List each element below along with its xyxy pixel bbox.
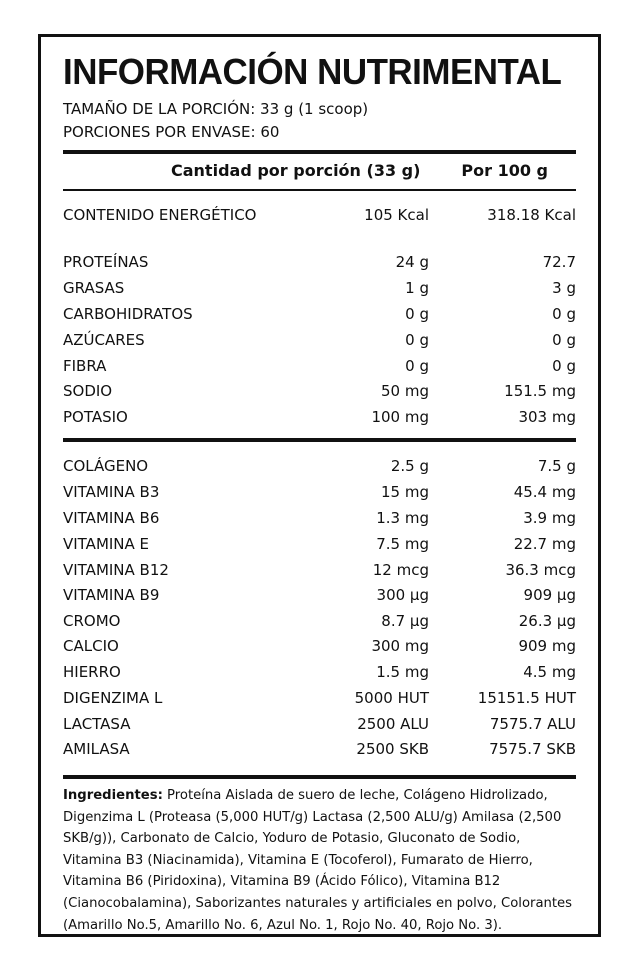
table-row [63, 561, 576, 585]
table-row [63, 305, 576, 329]
table-row [63, 483, 576, 507]
header-per-serving: Cantidad por porción (33 g) [171, 161, 421, 180]
table-row [63, 535, 576, 559]
table-row [63, 457, 576, 481]
nutrient-label: AZÚCARES [63, 331, 145, 349]
per-100g-value: 72.7 [542, 253, 576, 271]
per-100g-value: 26.3 µg [518, 612, 576, 630]
per-serving-value: 50 mg [381, 382, 429, 400]
table-row [63, 206, 576, 230]
per-serving-value: 2500 SKB [356, 740, 429, 758]
nutrient-label: VITAMINA B12 [63, 561, 169, 579]
serving-size: TAMAÑO DE LA PORCIÓN: 33 g (1 scoop) [63, 100, 369, 118]
table-row [63, 253, 576, 277]
per-100g-value: 7.5 g [537, 457, 576, 475]
nutrient-label: CALCIO [63, 637, 119, 655]
nutrient-label: GRASAS [63, 279, 125, 297]
table-row [63, 279, 576, 303]
nutrient-label: AMILASA [63, 740, 130, 758]
nutrient-label: CARBOHIDRATOS [63, 305, 193, 323]
divider-middle [63, 438, 576, 442]
ingredients-heading: Ingredientes: [63, 788, 163, 803]
per-serving-value: 100 mg [371, 408, 429, 426]
nutrient-label: COLÁGENO [63, 457, 149, 475]
per-serving-value: 12 mcg [372, 561, 429, 579]
per-serving-value: 105 Kcal [364, 206, 429, 224]
table-row [63, 740, 576, 764]
per-serving-value: 300 mg [371, 637, 429, 655]
nutrient-label: VITAMINA B6 [63, 509, 160, 527]
divider-bottom [63, 775, 576, 779]
per-100g-value: 7575.7 ALU [489, 715, 576, 733]
table-row [63, 509, 576, 533]
nutrient-label: HIERRO [63, 663, 121, 681]
per-100g-value: 7575.7 SKB [489, 740, 576, 758]
per-100g-value: 45.4 mg [513, 483, 576, 501]
ingredients-text: Proteína Aislada de suero de leche, Colágeno Hidrolizado, Digenzima L (Proteasa (5,000 HUT/g) Lactasa (2,500 ALU/g) Amilasa (2,500 SKB/g)), Carbonato de Calcio, Yoduro de Potasio, Gluconato de Sodio, Vitamina B3 (Niacinamida), Vitamina E (Tocoferol), Fumarato de Hierro, Vitamina B6 (Piridoxina), Vitamina B9 (Ácido Fólico), Vitamina B12 (Cianocobalamina), Saborizantes naturales y artificiales en polvo, Colorantes (Amarillo No.5, Amarillo No. 6, Azul No. 1, Rojo No. 40, Rojo No. 3). [63, 788, 573, 933]
per-100g-value: 0 g [552, 305, 576, 323]
per-serving-value: 7.5 mg [376, 535, 429, 553]
per-100g-value: 909 µg [523, 586, 576, 604]
nutrient-label: SODIO [63, 382, 113, 400]
per-serving-value: 2500 ALU [357, 715, 429, 733]
per-100g-value: 909 mg [518, 637, 576, 655]
per-100g-value: 4.5 mg [523, 663, 576, 681]
per-serving-value: 24 g [395, 253, 429, 271]
table-row [63, 663, 576, 687]
table-row [63, 637, 576, 661]
nutrient-label: POTASIO [63, 408, 128, 426]
nutrient-label: CROMO [63, 612, 121, 630]
table-row [63, 382, 576, 406]
ingredients-block [63, 785, 580, 936]
nutrient-label: DIGENZIMA L [63, 689, 163, 707]
per-serving-value: 0 g [405, 357, 429, 375]
per-serving-value: 2.5 g [390, 457, 429, 475]
nutrient-label: VITAMINA B9 [63, 586, 160, 604]
table-row [63, 408, 576, 432]
per-serving-value: 15 mg [381, 483, 429, 501]
servings-per-container: PORCIONES POR ENVASE: 60 [63, 123, 280, 141]
table-row [63, 715, 576, 739]
per-100g-value: 318.18 Kcal [487, 206, 576, 224]
per-100g-value: 22.7 mg [513, 535, 576, 553]
nutrient-label: VITAMINA B3 [63, 483, 160, 501]
table-row [63, 331, 576, 355]
per-100g-value: 36.3 mcg [505, 561, 576, 579]
nutrient-label: FIBRA [63, 357, 107, 375]
per-100g-value: 3 g [552, 279, 576, 297]
per-100g-value: 3.9 mg [523, 509, 576, 527]
per-serving-value: 1 g [405, 279, 429, 297]
per-serving-value: 5000 HUT [354, 689, 429, 707]
per-serving-value: 0 g [405, 331, 429, 349]
per-100g-value: 151.5 mg [504, 382, 576, 400]
per-100g-value: 0 g [552, 331, 576, 349]
divider-header [63, 189, 576, 191]
per-serving-value: 8.7 µg [381, 612, 429, 630]
panel-title: INFORMACIÓN NUTRIMENTAL [63, 51, 562, 92]
per-serving-value: 1.5 mg [376, 663, 429, 681]
per-serving-value: 1.3 mg [376, 509, 429, 527]
nutrient-label: CONTENIDO ENERGÉTICO [63, 206, 257, 224]
per-100g-value: 15151.5 HUT [477, 689, 576, 707]
table-row [63, 689, 576, 713]
nutrient-label: LACTASA [63, 715, 131, 733]
nutrient-label: PROTEÍNAS [63, 253, 149, 271]
per-100g-value: 0 g [552, 357, 576, 375]
per-serving-value: 300 µg [376, 586, 429, 604]
nutrition-panel [38, 34, 601, 937]
table-row [63, 586, 576, 610]
divider-top [63, 150, 576, 154]
table-row [63, 357, 576, 381]
nutrient-label: VITAMINA E [63, 535, 150, 553]
header-per-100g: Por 100 g [461, 161, 548, 180]
per-100g-value: 303 mg [518, 408, 576, 426]
per-serving-value: 0 g [405, 305, 429, 323]
table-row [63, 612, 576, 636]
